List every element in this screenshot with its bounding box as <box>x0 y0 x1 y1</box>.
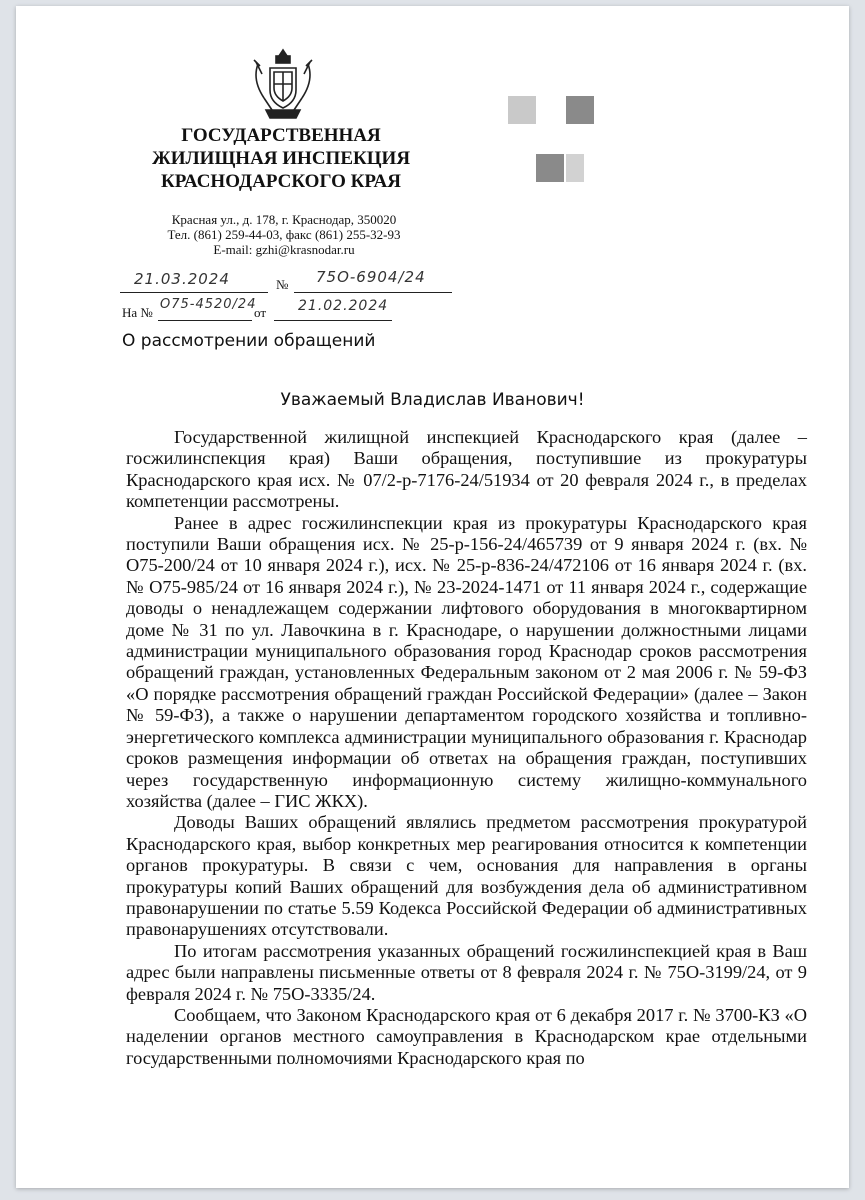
org-line: ГОСУДАРСТВЕННАЯ <box>181 125 381 146</box>
body-paragraph: По итогам рассмотрения указанных обращений госжилинспекцией края в Ваш адрес были направлены письменные ответы от 8 февраля 2024 г. № 75О-3199/24, от 9 февраля 2024 г. № 75О-3335/24. <box>126 940 807 1004</box>
redaction-block <box>508 96 536 124</box>
body-paragraph: Сообщаем, что Законом Краснодарского края от 6 декабря 2017 г. № 3700-КЗ «О наделении органов местного самоуправления в Краснодарском крае отдельными государственными полномочиями Краснодарского края по <box>126 1004 807 1068</box>
letter-subject: О рассмотрении обращений <box>122 331 376 351</box>
coat-of-arms-icon <box>248 44 318 124</box>
organization-address <box>134 212 434 257</box>
body-paragraph: Доводы Ваших обращений являлись предметом рассмотрения прокуратурой Краснодарского края, выбор конкретных мер реагирования относится к компетенции органов прокуратуры. В связи с чем, основания для направления в органы прокуратуры копий Ваших обращений для возбуждения дела об административном правонарушении по статье 5.59 Кодекса Российской Федерации об административных правонарушениях отсутствовали. <box>126 812 807 940</box>
outgoing-date: 21.03.2024 <box>134 270 230 288</box>
address-line: Красная ул., д. 178, г. Краснодар, 350020 <box>171 212 397 227</box>
body-paragraph: Государственной жилищной инспекцией Краснодарского края (далее – госжилинспекция края) Ваши обращения, поступившие из прокуратуры Краснодарского края исх. № 07/2-р-7176-24/51934 от 20 февраля 2024 г., в пределах компетенции рассмотрены. <box>126 427 807 512</box>
number-label: № <box>276 277 289 292</box>
address-line: Тел. (861) 259-44-03, факс (861) 255-32-93 <box>167 227 401 242</box>
greeting: Уважаемый Владислав Иванович! <box>280 390 585 410</box>
redaction-block <box>536 154 564 182</box>
organization-name <box>136 124 426 193</box>
date-underline <box>120 292 268 293</box>
body-paragraph: Ранее в адрес госжилинспекции края из прокуратуры Краснодарского края поступили Ваши обращения исх. № 25-р-156-24/465739 от 9 января 2024 г. (вх. № О75-200/24 от 10 января 2024 г.), исх. № 25-р-836-24/472106 от 16 января 2024 г. (вх. № О75-985/24 от 16 января 2024 г.), № 23-2024-1471 от 11 января 2024 г., содержащие доводы о ненадлежащем содержании лифтового оборудования в многоквартирном доме № 31 по ул. Лавочкина в г. Краснодаре, о нарушении должностными лицами администрации муниципального образования город Краснодар сроков рассмотрения обращений граждан, установленных Федеральным законом от 2 мая 2006 г. № 59-ФЗ «О порядке рассмотрения обращений граждан Российской Федерации» (далее – Закон № 59-ФЗ), а также о нарушении департаментом городского хозяйства и топливно-энергетического комплекса администрации муниципального образования г. Краснодар сроков размещения информации об ответах на обращения граждан, поступивших через государственную информационную систему жилищно-коммунального хозяйства (далее – ГИС ЖКХ). <box>126 512 807 811</box>
letter-body <box>126 427 807 1069</box>
in-reply-number: О75-4520/24 <box>160 297 257 312</box>
in-reply-number-underline <box>158 320 252 321</box>
redaction-block <box>566 96 594 124</box>
in-reply-label: На № <box>122 305 153 320</box>
from-label: от <box>254 305 267 320</box>
org-line: ЖИЛИЩНАЯ ИНСПЕКЦИЯ <box>151 148 411 169</box>
in-reply-date: 21.02.2024 <box>298 298 389 314</box>
letter-page <box>16 6 849 1188</box>
number-underline <box>294 292 452 293</box>
outgoing-number: 75О-6904/24 <box>316 268 426 286</box>
org-line: КРАСНОДАРСКОГО КРАЯ <box>160 171 402 192</box>
address-line: E-mail: gzhi@krasnodar.ru <box>213 242 355 257</box>
in-reply-date-underline <box>274 320 392 321</box>
redaction-block <box>566 154 584 182</box>
